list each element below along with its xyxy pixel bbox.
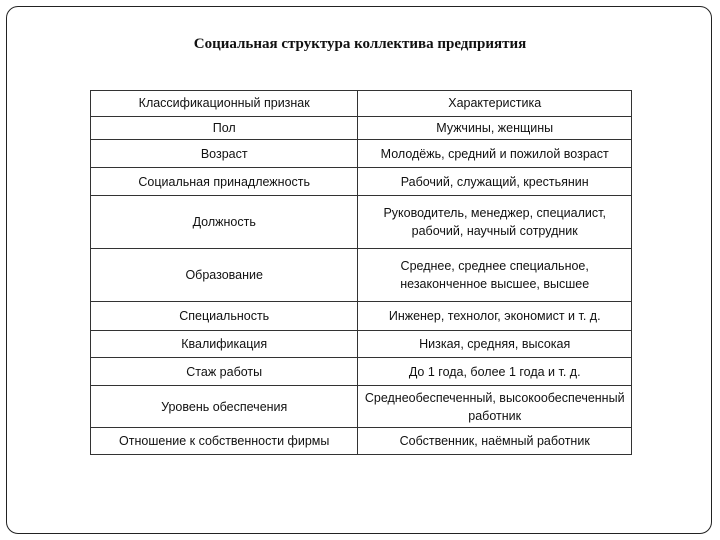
table-cell: Социальная принадлежность [91, 168, 358, 196]
table-row [91, 358, 632, 386]
table-row [91, 196, 632, 249]
table-row [91, 117, 632, 140]
table-cell: Должность [91, 196, 358, 249]
table-cell: Среднее, среднее специальное, незаконченное высшее, высшее [358, 249, 632, 302]
table-cell: Мужчины, женщины [358, 117, 632, 140]
table-cell: До 1 года, более 1 года и т. д. [358, 358, 632, 386]
header-cell: Классификационный признак [91, 91, 358, 117]
table-cell: Возраст [91, 140, 358, 168]
social-structure-table [90, 90, 632, 455]
table-row [91, 302, 632, 331]
table-header-row [91, 91, 632, 117]
header-cell: Характеристика [358, 91, 632, 117]
table-cell: Низкая, средняя, высокая [358, 331, 632, 358]
table-cell: Собственник, наёмный работник [358, 428, 632, 455]
table-cell: Квалификация [91, 331, 358, 358]
table-row [91, 428, 632, 455]
table-cell: Пол [91, 117, 358, 140]
table-cell: Инженер, технолог, экономист и т. д. [358, 302, 632, 331]
table-row [91, 140, 632, 168]
table-cell: Отношение к собственности фирмы [91, 428, 358, 455]
table-row [91, 386, 632, 428]
table-cell: Специальность [91, 302, 358, 331]
table-cell: Молодёжь, средний и пожилой возраст [358, 140, 632, 168]
table-cell: Образование [91, 249, 358, 302]
table-row [91, 331, 632, 358]
table-cell: Среднеобеспеченный, высокообеспеченный работник [358, 386, 632, 428]
table-row [91, 168, 632, 196]
table-row [91, 249, 632, 302]
table-cell: Стаж работы [91, 358, 358, 386]
page-title: Социальная структура коллектива предприятия [193, 36, 527, 52]
table-cell: Уровень обеспечения [91, 386, 358, 428]
table-cell: Руководитель, менеджер, специалист, рабочий, научный сотрудник [358, 196, 632, 249]
table-cell: Рабочий, служащий, крестьянин [358, 168, 632, 196]
